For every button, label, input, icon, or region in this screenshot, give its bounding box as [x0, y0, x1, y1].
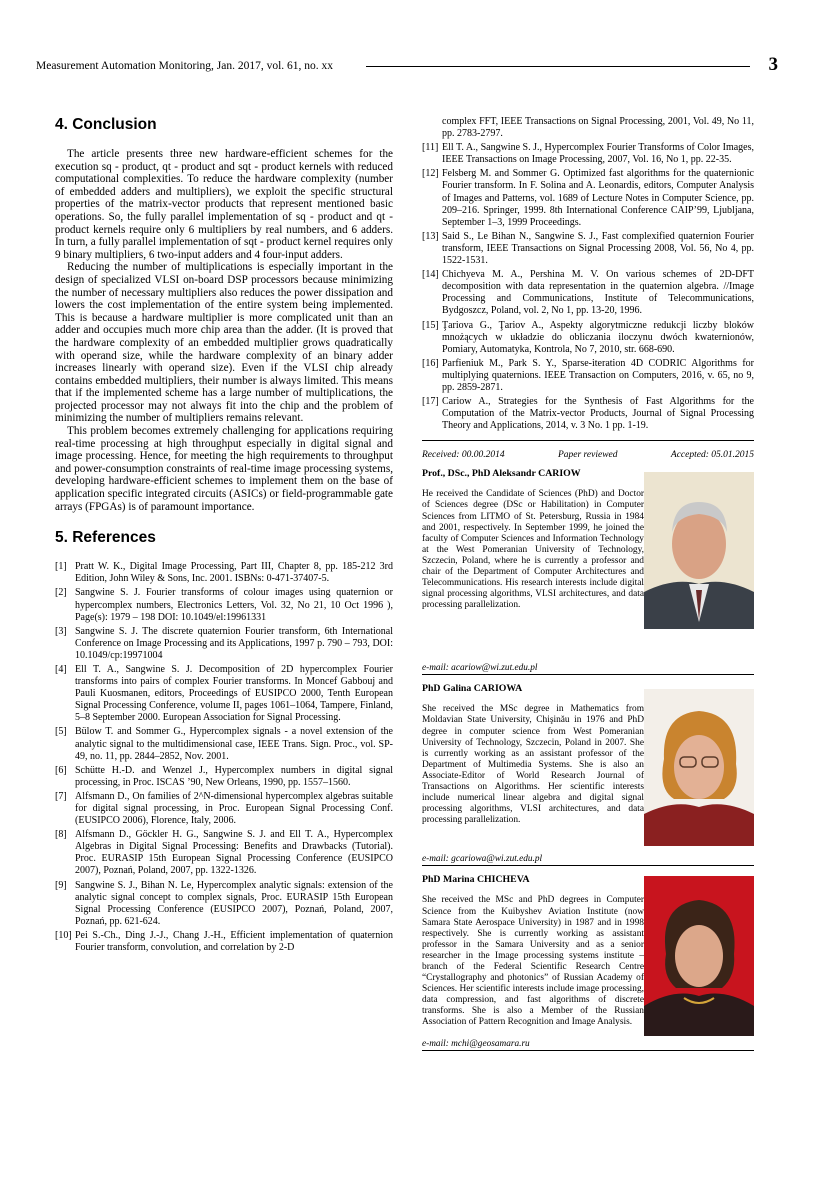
author-photo [644, 472, 754, 629]
conclusion-paragraph: Reducing the number of multiplications is especially important in the design of specialized VLSI on-board DSP processors because minimizing the number of necessary multipliers also reduces the power dissipation and lowers the cost implementation of the entire system being implemented. This is because a hardware multiplier is more complicated unit than an adder and occupies much more chip area than the adder. (It is proved that the hardware complexity of an embedded multiplier grows quadratically with operand size, while the hardware complexity of an binary adder increases linearly with operand size). Even if the VLSI chip already contains embedded multipliers, their number is always limited. This means that if the implemented scheme has a large number of multiplications, the projected processor may not always fit into the chip and the problem of minimizing the number of multipliers remains relevant. [55, 261, 393, 425]
accepted-date: Accepted: 05.01.2015 [670, 450, 754, 461]
author-bio: He received the Candidate of Sciences (PhD) and Doctor of Sciences degree (DSc or Habilitation) in Computer Sciences from LITMO of St. Petersburg, Russia in 1984 and 2001, respectively. In September 1999, he joined the faculty of Computer Sciences and Information Technology at the West Pomeranian University of Technology, Szczecin, Poland, where he is currently a professor and chair of the Department of Computer Architectures and Telecommunications. His research interests include digital signal processing algorithms, VLSI architectures, and data processing parallelization. [422, 489, 644, 611]
left-column [55, 110, 393, 956]
author-email: e-mail: gcariowa@wi.zut.edu.pl [422, 854, 754, 866]
reference-item: [8] Alfsmann D., Göckler H. G., Sangwine S. J. and Ell T. A., Hypercomplex Algebras in Digital Signal Processing: Benefits and Drawbacks (Tutorial). Proc. EURASIP 15th European Signal Processing Conference (EUSIPCO 2007), Poznań, Poland, 2007, pp. 1322-1326. [55, 829, 393, 877]
author-email: e-mail: mchi@geosamara.ru [422, 1039, 754, 1051]
author-card [422, 468, 754, 675]
author-card [422, 683, 754, 866]
author-photo [644, 689, 754, 846]
references-heading: 5. References [55, 529, 156, 547]
author-name: PhD Marina CHICHEVA [422, 874, 530, 886]
reference-item: [15] Ţariova G., Ţariov A., Aspekty algorytmiczne redukcji liczby bloków mnożących w układzie do obliczania iloczynu dwóch kwaternionów, Pomiary, Automatyka, Kontrola, No 7, 2010, str. 668-690. [422, 319, 754, 355]
author-bio: She received the MSc degree in Mathematics from Moldavian State University, Chişinău in 1976 and PhD degree in computer science from West Pomeranian University of Technology, Szczecin, Poland in 2007. She is currently working as an assistant professor of the Department of Multimedia Systems. She is also an Associate-Editor of World Research Journal of Transactions on Algorithms. Her scientific interests include numerical linear algebra and digital signal processing algorithms, VLSI architectures, and data processing parallelization. [422, 704, 644, 826]
right-column [422, 116, 754, 1051]
references-list-left [55, 561, 393, 954]
header-rule [366, 66, 750, 67]
reference-item: [14] Chichyeva M. A., Pershina M. V. On various schemes of 2D-DFT decomposition with data representation in the quaternion algebra. //Image Processing and Communications, Institute of Telecommunications, Bydgoszcz, Poland, vol. 2, No 1, pp. 13-20, 1996. [422, 269, 754, 317]
received-line [422, 447, 754, 460]
reference-item: [9] Sangwine S. J., Bihan N. Le, Hypercomplex analytic signals: extension of the analytic signal concept to complex signals, Proc. EURASIP 15th European Signal Processing Conference (EUSIPCO 2007), Poznań, Poland, 2007, Poznań, pp. 621-624. [55, 879, 393, 927]
page-number: 3 [768, 54, 778, 75]
reference-item: [3] Sangwine S. J. The discrete quaternion Fourier transform, 6th International Conference on Image Processing and its Applications, 1997 p. 790 – 793, DOI: 10.1049/cp:19971004 [55, 625, 393, 661]
author-card [422, 874, 754, 1050]
reference-item: [7] Alfsmann D., On families of 2^N-dimensional hypercomplex algebras suitable for digital signal processing, in Proc. European Signal Processing Conf. (EUSIPCO 2006), Florence, Italy, 2006. [55, 790, 393, 827]
paper-reviewed: Paper reviewed [557, 450, 618, 461]
reference-item: [6] Schütte H.-D. and Wenzel J., Hypercomplex numbers in digital signal processing, in Proc. ISCAS ’90, New Orleans, 1990, pp. 1557–1560. [55, 764, 393, 788]
author-photo [644, 876, 754, 1036]
reference-item: [17] Cariow A., Strategies for the Synthesis of Fast Algorithms for the Computation of the Matrix-vector Products, Journal of Signal Processing Theory and Applications, 2014, v. 3 No. 1 pp. 1-19. [422, 396, 754, 432]
reference-item: [4] Ell T. A., Sangwine S. J. Decomposition of 2D hypercomplex Fourier transforms into pairs of complex Fourier transforms. In Moncef Gabbouj and Pauli Kuosmanen, editors, Proceedings of EUSIPCO 2000, Tenth European Signal Processing Conference, volume II, pages 1061–1064, Tampere, Finland, 5–8 September 2000. European Association for Signal Processing. [55, 663, 393, 724]
reference-item: [11] Ell T. A., Sangwine S. J., Hypercomplex Fourier Transforms of Color Images, IEEE Transactions on Image Processing, 2007, Vol. 16, No 1, pp. 22-35. [422, 142, 754, 166]
reference-item: [16] Parfieniuk M., Park S. Y., Sparse-iteration 4D CODRIC Algorithms for multiplying quaternions. IEEE Transaction on Computers, 2016, v. 65, no 9, pp. 2859-2871. [422, 357, 754, 393]
reference-item: [12] Felsberg M. and Sommer G. Optimized fast algorithms for the quaternionic Fourier transform. In F. Solina and A. Leonardis, editors, Computer Analysis of Images and Patterns, vol. 1689 of Lecture Notes in Computer Science, pp. 209–216. Springer, 1999. 8th International Conference CAIP’99, Ljubljana, September 1–3, 1999 Proceedings. [422, 168, 754, 228]
page-header [36, 54, 778, 80]
reference-item: [13] Said S., Le Bihan N., Sangwine S. J., Fast complexified quaternion Fourier transform, IEEE Transactions on Signal Processing 2008, Vol. 56, No 4, pp. 1522-1531. [422, 230, 754, 267]
reference-item: [1] Pratt W. K., Digital Image Processing, Part III, Chapter 8, pp. 185-212 3rd Edition, John Wiley & Sons, Inc. 2001. ISBNs: 0-471-37407-5. [55, 561, 393, 585]
journal-title: Measurement Automation Monitoring, Jan. 2017, vol. 61, no. xx [36, 60, 334, 72]
author-name: Prof., DSc., PhD Aleksandr CARIOW [422, 468, 581, 480]
author-name: PhD Galina CARIOWA [422, 683, 523, 695]
conclusion-paragraph: This problem becomes extremely challenging for applications requiring real-time processing at high throughput especially in digital signal and image processing. Hence, for meeting the high requirements to throughput and power-consumption constraints of real-time image processing systems, developing hardware-efficient schemes to implement them on the base of application specific integrated circuits (ASICs) or field-programmable gate arrays (FPGAs) is of paramount importance. [55, 425, 393, 513]
reference-item: complex FFT, IEEE Transactions on Signal Processing, 2001, Vol. 49, No 11, pp. 2783-2797. [442, 116, 754, 140]
received-rule [422, 440, 754, 441]
received-date: Received: 00.00.2014 [422, 450, 505, 461]
reference-item: [2] Sangwine S. J. Fourier transforms of colour images using quaternion or hypercomplex numbers, Electronics Letters, Vol. 32, No 21, 10 Oct 1996 ), Page(s): 1979 – 198 DOI: 10.1049/el:19961331 [55, 587, 393, 623]
conclusion-heading: 4. Conclusion [55, 116, 157, 133]
reference-item: [10] Pei S.-Ch., Ding J.-J., Chang J.-H., Efficient implementation of quaternion Fourier transform, convolution, and correlation by 2-D [55, 929, 393, 954]
reference-item: [5] Bülow T. and Sommer G., Hypercomplex signals - a novel extension of the analytic signal to the multidimensional case, IEEE Trans. Sign. Proc., vol. SP-49, no. 11, pp. 2844–2852, Nov. 2001. [55, 726, 393, 762]
author-bio: She received the MSc and PhD degrees in Computer Science from the Kuibyshev Aviation Institute (now Samara State Aerospace University) in 1987 and in 1998 respectively. She is currently working as assistant professor in the Samara University and as a senior researcher in the Image processing systems institute – branch of the Federal Scientific Research Centre “Crystallography and photonics” of Russian Academy of Sciences. Her scientific interests include image processing, data compression, and fast algorithms of discrete transforms. She is also a Member of the Russian Association of Pattern Recognition and Image Analysis. [422, 895, 644, 1028]
references-list-right [422, 116, 754, 432]
conclusion-paragraph: The article presents three new hardware-efficient schemes for the execution sq - product, qt - product and sqt - product kernels with reduced computational complexities. To reduce the hardware complexity (number of embedded adders and multipliers), we exploit the specific structural properties of the matrix-vector products that represent mentioned basic operations. So, the fully parallel implementation of sq - product and qt - product kernels require only 6 multipliers by real numbers, and 6 adders. In turn, a fully parallel implementation of sqt - product kernel requires only 9 binary multipliers, 6 two-input adders and 4 four-input adders. [55, 148, 393, 261]
author-email: e-mail: acariow@wi.zut.edu.pl [422, 663, 754, 675]
